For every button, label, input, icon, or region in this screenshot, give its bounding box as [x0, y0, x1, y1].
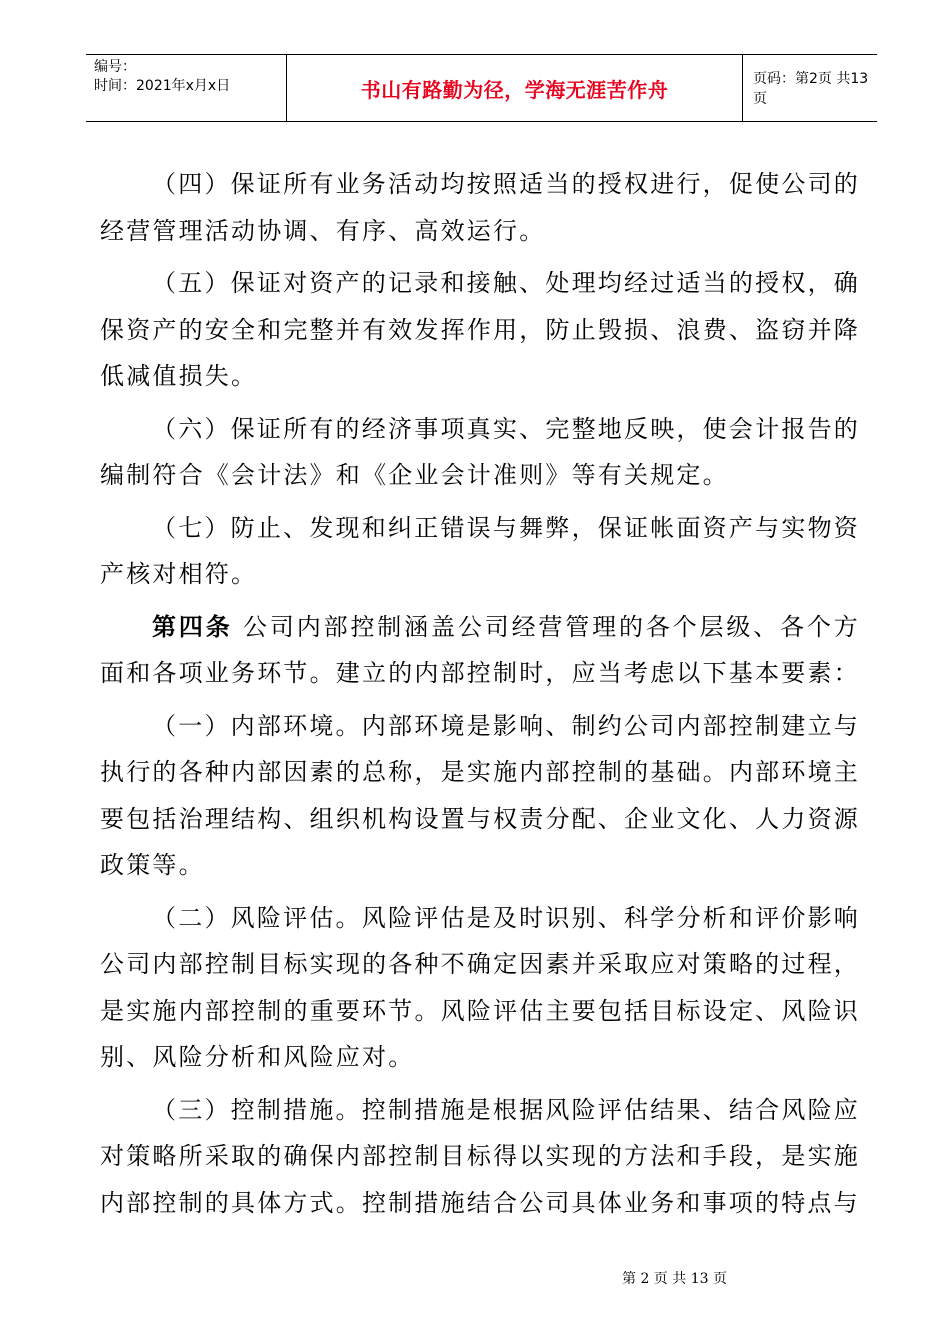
paragraph-6 [100, 406, 860, 499]
page-footer: 第 2 页 共 13 页 [622, 1271, 727, 1287]
element-2 [100, 895, 860, 1081]
header-page-info: 页码：第2页 共13页 [753, 71, 869, 107]
paragraph-text: （七）防止、发现和纠正错误与舞弊，保证帐面资产与实物资产核对相符。 [100, 513, 860, 588]
document-code-label: 编号： [94, 59, 136, 75]
article-4 [100, 604, 860, 697]
paragraph-text: （五）保证对资产的记录和接触、处理均经过适当的授权，确保资产的安全和完整并有效发挥作用，防止毁损、浪费、盗窃并降低减值损失。 [100, 269, 860, 390]
paragraph-text: （三）控制措施。控制措施是根据风险评估结果、结合风险应对策略所采取的确保内部控制目标得以实现的方法和手段，是实施内部控制的具体方式。控制措施结合公司具体业务和事项的特点与 [100, 1095, 860, 1217]
document-time-label: 时间：2021年x月x日 [94, 78, 231, 94]
element-1 [100, 703, 860, 889]
page-header [86, 54, 877, 122]
paragraph-5 [100, 260, 860, 400]
paragraph-text: （六）保证所有的经济事项真实、完整地反映，使会计报告的编制符合《会计法》和《企业会计准则》等有关规定。 [100, 414, 860, 489]
paragraph-text: （一）内部环境。内部环境是影响、制约公司内部控制建立与执行的各种内部因素的总称，是实施内部控制的基础。内部环境主要包括治理结构、组织机构设置与权责分配、企业文化、人力资源政策等。 [100, 711, 860, 879]
article-heading: 第四条 [152, 611, 233, 641]
paragraph-text: （四）保证所有业务活动均按照适当的授权进行，促使公司的经营管理活动协调、有序、高效运行。 [100, 170, 860, 245]
paragraph-text: （二）风险评估。风险评估是及时识别、科学分析和评价影响公司内部控制目标实现的各种不确定因素并采取应对策略的过程，是实施内部控制的重要环节。风险评估主要包括目标设定、风险识别、风险分析和风险应对。 [100, 903, 860, 1071]
element-3 [100, 1087, 860, 1227]
paragraph-text: 公司内部控制涵盖公司经营管理的各个层级、各个方面和各项业务环节。建立的内部控制时，应当考虑以下基本要素： [100, 612, 860, 687]
header-motto: 书山有路勤为径，学海无涯苦作舟 [286, 55, 743, 121]
header-meta [86, 55, 286, 121]
paragraph-4 [100, 161, 860, 254]
document-body [100, 161, 860, 1232]
paragraph-7 [100, 505, 860, 598]
